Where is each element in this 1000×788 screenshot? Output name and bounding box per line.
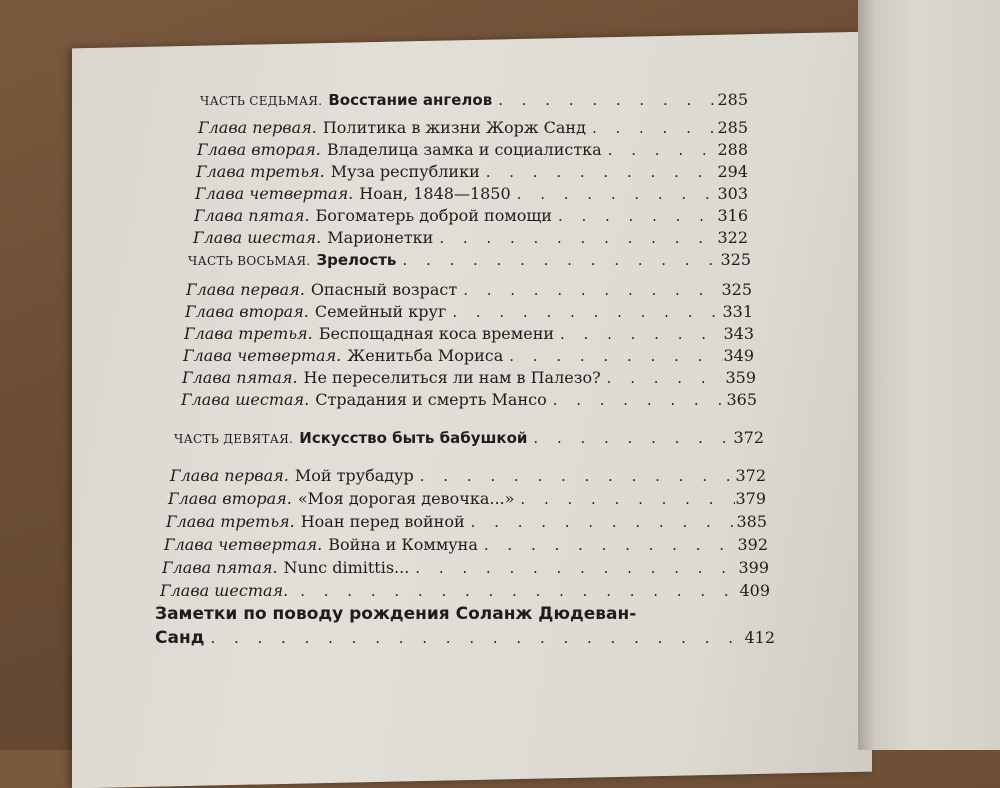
part-label: ЧАСТЬ СЕДЬМАЯ. <box>200 94 323 108</box>
leader-dots <box>552 207 718 225</box>
chapter-label: Глава третья. <box>166 512 295 531</box>
chapter-entry <box>181 390 757 414</box>
chapter-title: Владелица замка и социалистка <box>326 140 602 159</box>
chapter-title: Не переселиться ли нам в Палезо? <box>303 368 601 387</box>
notes-title: Заметки по поводу рождения Соланж Дюдеван- <box>155 604 637 624</box>
chapter-title: Страдания и смерть Мансо <box>315 390 547 409</box>
chapter-label: Глава шестая. <box>181 390 310 409</box>
page-number: 288 <box>717 140 748 159</box>
chapter-label: Глава первая. <box>170 466 289 485</box>
leader-dots <box>514 490 735 508</box>
page-number: 325 <box>721 280 752 299</box>
chapter-entry <box>195 184 748 208</box>
chapter-entry <box>168 489 766 513</box>
leader-dots <box>511 185 718 203</box>
chapter-title: Беспощадная коса времени <box>318 324 555 343</box>
chapter-label: Глава пятая. <box>182 368 298 387</box>
notes-title-continued: Санд <box>155 628 205 648</box>
chapter-title: Nunc dimittis... <box>283 558 410 577</box>
chapter-entry <box>198 118 748 142</box>
part-heading <box>200 90 748 114</box>
page-number: 392 <box>737 535 768 554</box>
leader-dots <box>586 119 718 137</box>
notes-heading-line <box>155 604 775 628</box>
chapter-title: Опасный возраст <box>310 280 458 299</box>
leader-dots <box>294 582 739 600</box>
chapter-title: Марионетки <box>327 228 434 247</box>
chapter-label: Глава шестая. <box>160 581 289 600</box>
chapter-label: Глава вторая. <box>185 302 309 321</box>
page-number: 349 <box>723 346 754 365</box>
leader-dots <box>204 629 744 647</box>
page-number: 409 <box>739 581 770 600</box>
leader-dots <box>446 303 722 321</box>
leader-dots <box>465 513 737 531</box>
page-number: 331 <box>722 302 753 321</box>
notes-entry <box>155 628 775 652</box>
page-number: 325 <box>720 250 751 269</box>
chapter-entry <box>194 206 748 230</box>
leader-dots <box>457 281 721 299</box>
chapter-entry <box>185 302 753 326</box>
chapter-label: Глава четвертая. <box>195 184 354 203</box>
page-number: 285 <box>717 90 748 109</box>
chapter-label: Глава четвертая. <box>183 346 342 365</box>
chapter-title: Ноан, 1848—1850 <box>359 184 511 203</box>
chapter-title: «Моя дорогая девочка...» <box>297 489 515 508</box>
chapter-entry <box>197 140 748 164</box>
leader-dots <box>602 141 718 159</box>
chapter-label: Глава пятая. <box>194 206 310 225</box>
chapter-label: Глава третья. <box>196 162 325 181</box>
page-number: 379 <box>735 489 766 508</box>
part-title: Восстание ангелов <box>328 91 493 109</box>
chapter-entry <box>183 346 754 370</box>
leader-dots <box>409 559 738 577</box>
chapter-label: Глава вторая. <box>197 140 321 159</box>
chapter-title: Богоматерь доброй помощи <box>315 206 552 225</box>
part-title: Зрелость <box>316 251 397 269</box>
page-number: 303 <box>717 184 748 203</box>
chapter-entry <box>182 368 756 392</box>
page-number: 359 <box>725 368 756 387</box>
leader-dots <box>396 251 720 269</box>
leader-dots <box>492 91 717 109</box>
part-heading <box>174 428 764 452</box>
leader-dots <box>480 163 718 181</box>
chapter-title: Женитьба Мориса <box>347 346 504 365</box>
chapter-title: Война и Коммуна <box>328 535 478 554</box>
chapter-title: Ноан перед войной <box>300 512 465 531</box>
leader-dots <box>433 229 717 247</box>
part-label: ЧАСТЬ ДЕВЯТАЯ. <box>174 432 294 446</box>
chapter-label: Глава пятая. <box>162 558 278 577</box>
page-number: 343 <box>723 324 754 343</box>
page-number: 285 <box>717 118 748 137</box>
leader-dots <box>601 369 726 387</box>
page-number: 372 <box>735 466 766 485</box>
page-number: 294 <box>717 162 748 181</box>
leader-dots <box>478 536 738 554</box>
leader-dots <box>527 429 733 447</box>
chapter-label: Глава первая. <box>198 118 317 137</box>
chapter-label: Глава первая. <box>186 280 305 299</box>
leader-dots <box>547 391 727 409</box>
leader-dots <box>414 467 736 485</box>
chapter-title: Политика в жизни Жорж Санд <box>322 118 586 137</box>
chapter-entry <box>160 581 770 605</box>
chapter-label: Глава четвертая. <box>164 535 323 554</box>
page-number: 399 <box>738 558 769 577</box>
leader-dots <box>503 347 723 365</box>
chapter-entry <box>162 558 769 582</box>
page-number: 322 <box>717 228 748 247</box>
chapter-entry <box>166 512 767 536</box>
leader-dots <box>554 325 723 343</box>
chapter-entry <box>196 162 748 186</box>
page-number: 372 <box>733 428 764 447</box>
chapter-entry <box>186 280 752 304</box>
part-title: Искусство быть бабушкой <box>299 429 528 447</box>
part-heading <box>188 250 751 274</box>
chapter-label: Глава вторая. <box>168 489 292 508</box>
chapter-label: Глава шестая. <box>193 228 322 247</box>
chapter-entry <box>193 228 748 252</box>
page-number: 412 <box>744 628 775 647</box>
chapter-entry <box>164 535 768 559</box>
chapter-title: Мой трубадур <box>294 466 414 485</box>
page-number: 385 <box>736 512 767 531</box>
chapter-title: Семейный круг <box>314 302 447 321</box>
page-number: 365 <box>726 390 757 409</box>
part-label: ЧАСТЬ ВОСЬМАЯ. <box>188 254 311 268</box>
chapter-label: Глава третья. <box>184 324 313 343</box>
chapter-entry <box>184 324 754 348</box>
page-number: 316 <box>717 206 748 225</box>
chapter-entry <box>170 466 766 490</box>
chapter-title: Муза республики <box>330 162 480 181</box>
